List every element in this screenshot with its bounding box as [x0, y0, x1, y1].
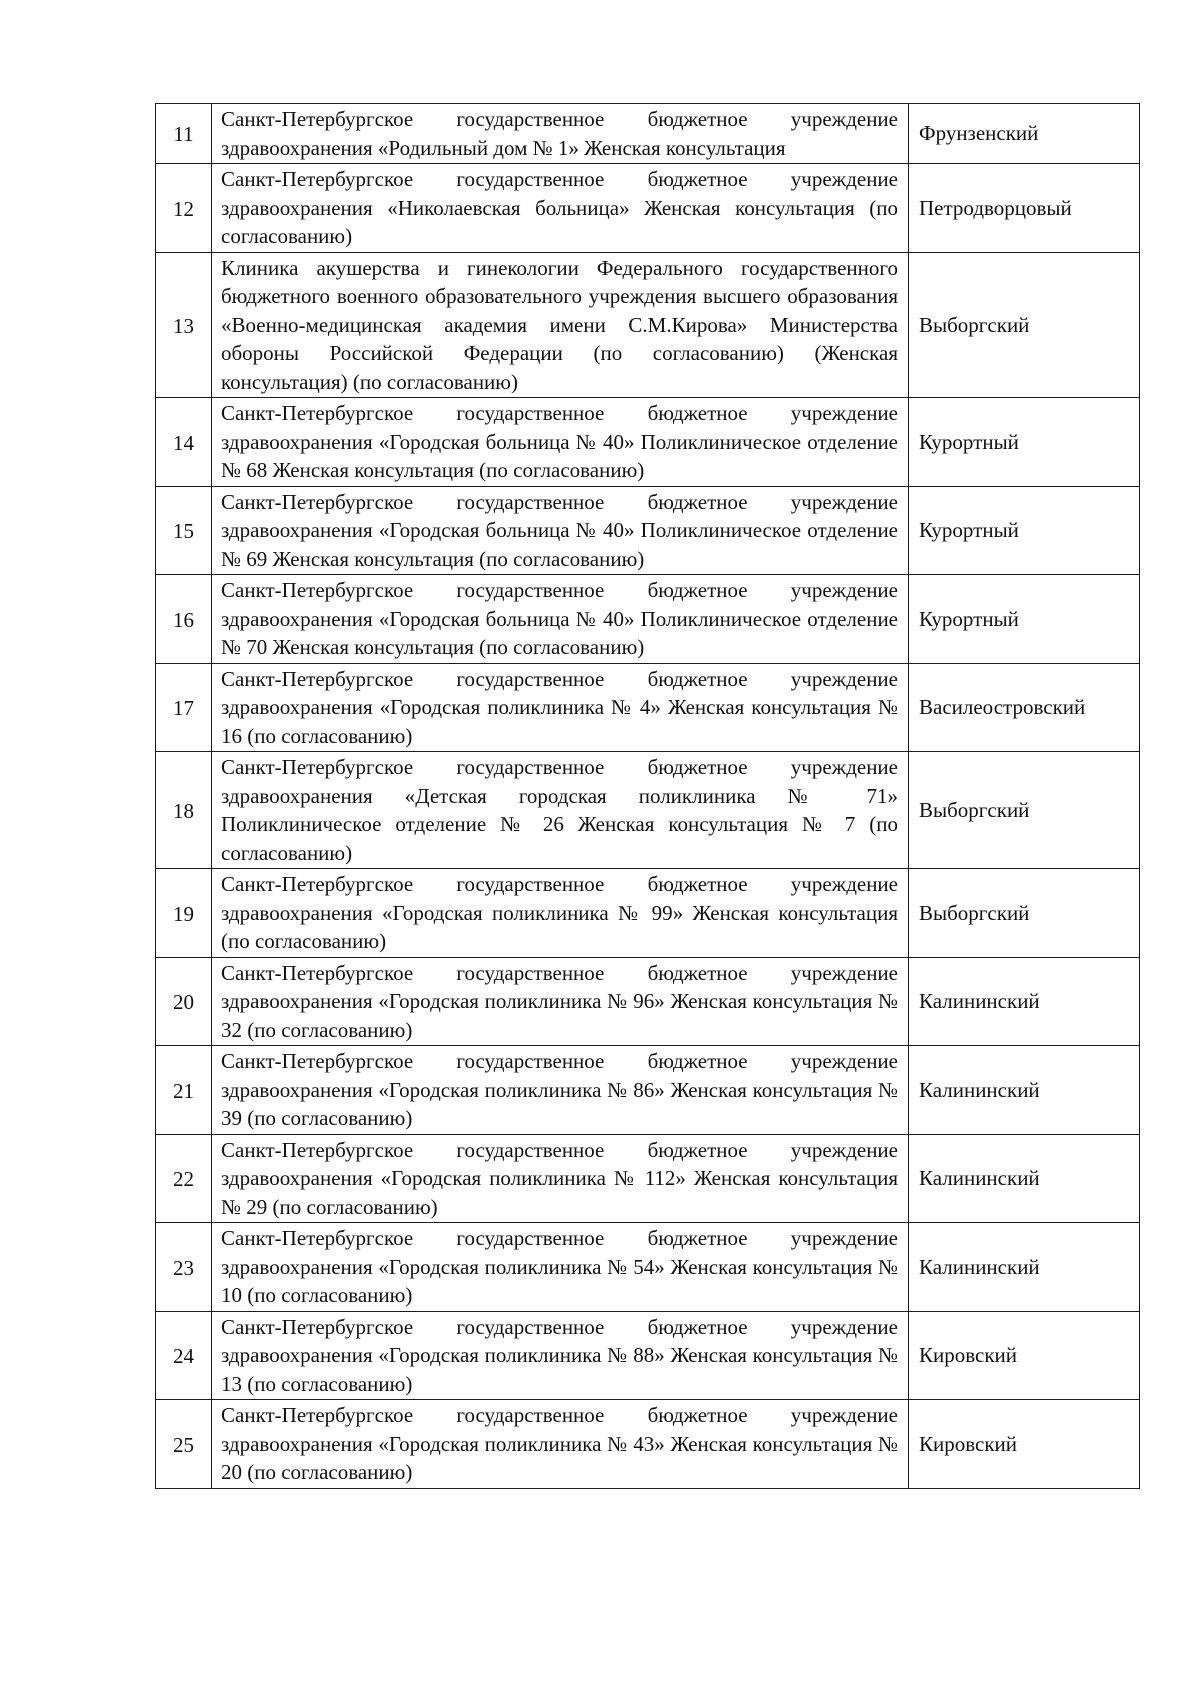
- row-number: 19: [156, 869, 212, 958]
- table-row: [156, 1311, 1140, 1400]
- row-number: 13: [156, 252, 212, 398]
- table-row: [156, 1400, 1140, 1489]
- organization-name: Санкт-Петербургское государственное бюджетное учреждение здравоохранения «Городская поликлиника № 112» Женская консультация № 29 (по согласованию): [212, 1134, 909, 1223]
- organization-name: Санкт-Петербургское государственное бюджетное учреждение здравоохранения «Городская поликлиника № 96» Женская консультация № 32 (по согласованию): [212, 957, 909, 1046]
- row-number: 16: [156, 575, 212, 664]
- table-row: [156, 252, 1140, 398]
- table-row: [156, 575, 1140, 664]
- district-name: Курортный: [909, 575, 1140, 664]
- row-number: 17: [156, 663, 212, 752]
- district-name: Кировский: [909, 1311, 1140, 1400]
- organization-name: Санкт-Петербургское государственное бюджетное учреждение здравоохранения «Городская поликлиника № 88» Женская консультация № 13 (по согласованию): [212, 1311, 909, 1400]
- institutions-table-body: [156, 104, 1140, 1489]
- district-name: Калининский: [909, 1134, 1140, 1223]
- table-row: [156, 164, 1140, 253]
- table-row: [156, 957, 1140, 1046]
- district-name: Курортный: [909, 398, 1140, 487]
- row-number: 23: [156, 1223, 212, 1312]
- organization-name: Санкт-Петербургское государственное бюджетное учреждение здравоохранения «Городская поликлиника № 86» Женская консультация № 39 (по согласованию): [212, 1046, 909, 1135]
- organization-name: Санкт-Петербургское государственное бюджетное учреждение здравоохранения «Родильный дом № 1» Женская консультация: [212, 104, 909, 164]
- organization-name: Санкт-Петербургское государственное бюджетное учреждение здравоохранения «Городская больница № 40» Поликлиническое отделение № 70 Женская консультация (по согласованию): [212, 575, 909, 664]
- row-number: 11: [156, 104, 212, 164]
- organization-name: Клиника акушерства и гинекологии Федерального государственного бюджетного военного образовательного учреждения высшего образования «Военно-медицинская академия имени С.М.Кирова» Министерства обороны Российской Федерации (по согласованию) (Женская консультация) (по согласованию): [212, 252, 909, 398]
- table-row: [156, 1046, 1140, 1135]
- district-name: Выборгский: [909, 252, 1140, 398]
- district-name: Петродворцовый: [909, 164, 1140, 253]
- organization-name: Санкт-Петербургское государственное бюджетное учреждение здравоохранения «Городская больница № 40» Поликлиническое отделение № 68 Женская консультация (по согласованию): [212, 398, 909, 487]
- row-number: 25: [156, 1400, 212, 1489]
- row-number: 14: [156, 398, 212, 487]
- district-name: Калининский: [909, 957, 1140, 1046]
- organization-name: Санкт-Петербургское государственное бюджетное учреждение здравоохранения «Николаевская больница» Женская консультация (по согласованию): [212, 164, 909, 253]
- district-name: Василеостровский: [909, 663, 1140, 752]
- table-row: [156, 869, 1140, 958]
- organization-name: Санкт-Петербургское государственное бюджетное учреждение здравоохранения «Городская больница № 40» Поликлиническое отделение № 69 Женская консультация (по согласованию): [212, 486, 909, 575]
- district-name: Выборгский: [909, 869, 1140, 958]
- table-row: [156, 663, 1140, 752]
- table-row: [156, 1223, 1140, 1312]
- row-number: 12: [156, 164, 212, 253]
- district-name: Кировский: [909, 1400, 1140, 1489]
- district-name: Курортный: [909, 486, 1140, 575]
- row-number: 20: [156, 957, 212, 1046]
- row-number: 21: [156, 1046, 212, 1135]
- district-name: Фрунзенский: [909, 104, 1140, 164]
- row-number: 22: [156, 1134, 212, 1223]
- organization-name: Санкт-Петербургское государственное бюджетное учреждение здравоохранения «Городская поликлиника № 54» Женская консультация № 10 (по согласованию): [212, 1223, 909, 1312]
- organization-name: Санкт-Петербургское государственное бюджетное учреждение здравоохранения «Детская городская поликлиника № 71» Поликлиническое отделение № 26 Женская консультация № 7 (по согласованию): [212, 752, 909, 869]
- table-row: [156, 486, 1140, 575]
- institutions-table: [155, 103, 1140, 1489]
- row-number: 15: [156, 486, 212, 575]
- organization-name: Санкт-Петербургское государственное бюджетное учреждение здравоохранения «Городская поликлиника № 99» Женская консультация (по согласованию): [212, 869, 909, 958]
- district-name: Выборгский: [909, 752, 1140, 869]
- table-row: [156, 104, 1140, 164]
- district-name: Калининский: [909, 1046, 1140, 1135]
- organization-name: Санкт-Петербургское государственное бюджетное учреждение здравоохранения «Городская поликлиника № 4» Женская консультация № 16 (по согласованию): [212, 663, 909, 752]
- organization-name: Санкт-Петербургское государственное бюджетное учреждение здравоохранения «Городская поликлиника № 43» Женская консультация № 20 (по согласованию): [212, 1400, 909, 1489]
- row-number: 18: [156, 752, 212, 869]
- table-row: [156, 752, 1140, 869]
- district-name: Калининский: [909, 1223, 1140, 1312]
- table-row: [156, 1134, 1140, 1223]
- row-number: 24: [156, 1311, 212, 1400]
- table-row: [156, 398, 1140, 487]
